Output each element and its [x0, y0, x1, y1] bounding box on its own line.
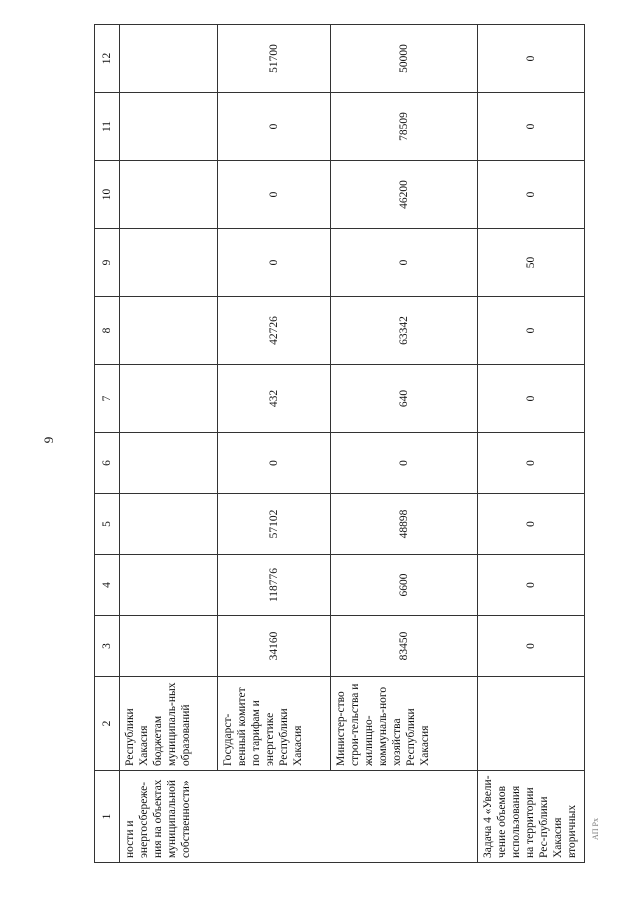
task-description-cell: [218, 771, 331, 863]
value-cell: 0: [331, 229, 478, 297]
value-cell: [120, 161, 218, 229]
value-cell: [120, 93, 218, 161]
value-cell: 34160: [218, 616, 331, 677]
executor-cell: [478, 677, 585, 771]
table-row: [478, 25, 585, 863]
header-cell: 12: [95, 25, 120, 93]
header-cell: 9: [95, 229, 120, 297]
value-cell: 63342: [331, 297, 478, 365]
header-cell: 2: [95, 677, 120, 771]
header-cell: 6: [95, 433, 120, 494]
value-cell: 48898: [331, 494, 478, 555]
value-cell: 640: [331, 365, 478, 433]
value-cell: 0: [218, 229, 331, 297]
value-cell: 6600: [331, 555, 478, 616]
value-cell: 0: [478, 93, 585, 161]
header-cell: 3: [95, 616, 120, 677]
value-cell: [120, 365, 218, 433]
task-description-cell: [331, 771, 478, 863]
value-cell: 42726: [218, 297, 331, 365]
value-cell: 51700: [218, 25, 331, 93]
value-cell: 118776: [218, 555, 331, 616]
value-cell: 0: [478, 616, 585, 677]
header-row: [95, 25, 120, 863]
value-cell: 0: [478, 365, 585, 433]
program-funding-table: [94, 24, 585, 863]
header-cell: 8: [95, 297, 120, 365]
header-cell: 4: [95, 555, 120, 616]
value-cell: 0: [478, 25, 585, 93]
value-cell: 0: [478, 433, 585, 494]
value-cell: 0: [218, 161, 331, 229]
footer-mark: АП Рх: [591, 817, 600, 840]
value-cell: 0: [478, 161, 585, 229]
value-cell: 0: [218, 433, 331, 494]
value-cell: 57102: [218, 494, 331, 555]
value-cell: 432: [218, 365, 331, 433]
value-cell: 83450: [331, 616, 478, 677]
header-cell: 5: [95, 494, 120, 555]
rotated-table-wrapper: [94, 44, 579, 863]
table-row: [218, 25, 331, 863]
value-cell: [120, 229, 218, 297]
value-cell: [120, 25, 218, 93]
value-cell: [120, 494, 218, 555]
value-cell: [120, 555, 218, 616]
value-cell: 50: [478, 229, 585, 297]
header-cell: 7: [95, 365, 120, 433]
value-cell: [120, 616, 218, 677]
header-cell: 10: [95, 161, 120, 229]
value-cell: 0: [478, 297, 585, 365]
table-row: [120, 25, 218, 863]
executor-cell: Министер-ство строи-тельства и жилищно-коммуналь-ного хозяйства Республики Хакасия: [331, 677, 478, 771]
value-cell: 50000: [331, 25, 478, 93]
task-description-cell: ности и энергосбереже-ния на объектах муниципальной собственности»: [120, 771, 218, 863]
value-cell: [120, 297, 218, 365]
value-cell: 0: [331, 433, 478, 494]
header-cell: 1: [95, 771, 120, 863]
executor-cell: Государст-венный комитет по тарифам и энергетике Республики Хакасия: [218, 677, 331, 771]
header-cell: 11: [95, 93, 120, 161]
value-cell: 46200: [331, 161, 478, 229]
task-description-cell: Задача 4 «Увели-чение объемов использования на территории Рес-публики Хакасия вторичных: [478, 771, 585, 863]
value-cell: 0: [478, 555, 585, 616]
executor-cell: Республики Хакасия бюджетам муниципаль-ных образований: [120, 677, 218, 771]
table-row: [331, 25, 478, 863]
value-cell: 78509: [331, 93, 478, 161]
page-number: 9: [41, 436, 56, 444]
value-cell: 0: [478, 494, 585, 555]
value-cell: 0: [218, 93, 331, 161]
value-cell: [120, 433, 218, 494]
